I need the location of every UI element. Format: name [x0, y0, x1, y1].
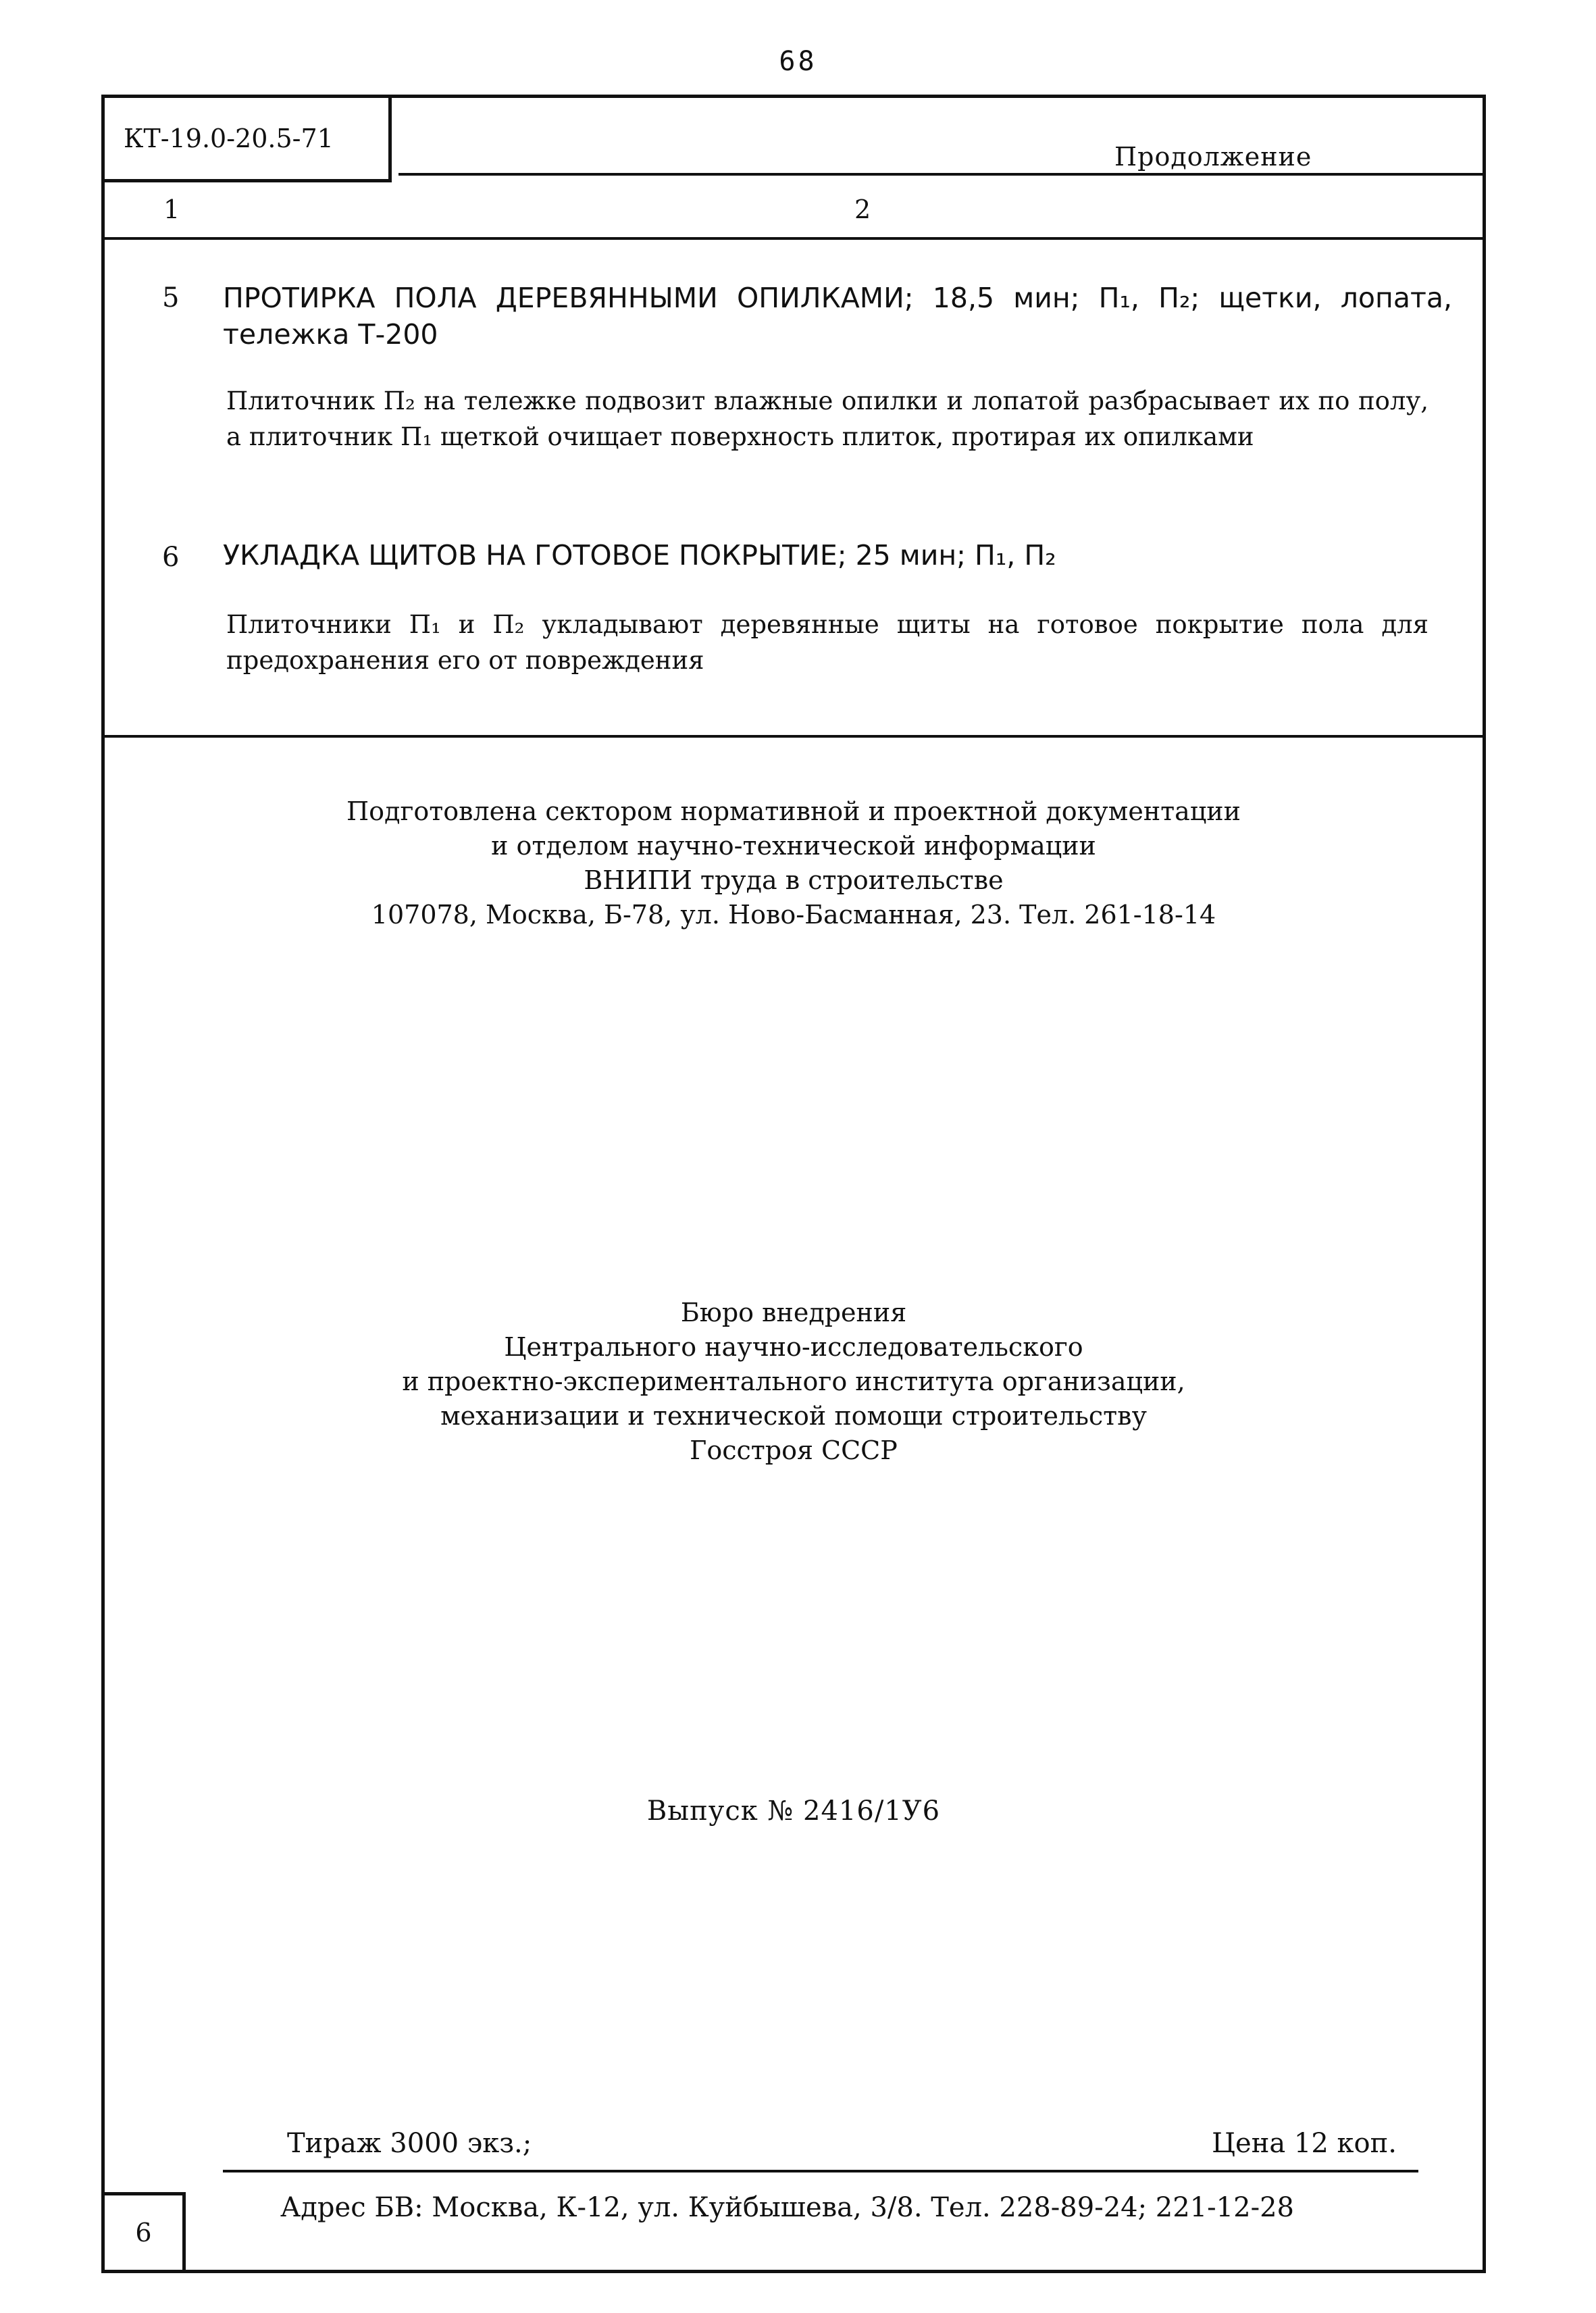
- issue-number: Выпуск № 2416/1У6: [646, 1796, 941, 1827]
- item-title: ПРОТИРКА ПОЛА ДЕРЕВЯННЫМИ ОПИЛКАМИ; 18,5 мин; П₁, П₂; щетки, лопата, тележка Т-200: [223, 282, 1452, 351]
- column-header-divider: [101, 237, 1486, 240]
- item-description: Плиточники П₁ и П₂ укладывают деревянные щиты на готовое покрытие пола для предохранения его от повреждения: [226, 610, 1428, 675]
- prepared-by-block: [101, 794, 1486, 932]
- bureau-line: механизации и технической помощи строительству: [440, 1401, 1147, 1431]
- prepared-by-line: ВНИПИ труда в строительстве: [584, 865, 1004, 895]
- footer-divider: [223, 2170, 1418, 2172]
- bureau-line: Бюро внедрения: [680, 1298, 907, 1327]
- prepared-by-line: Подготовлена сектором нормативной и проектной документации: [346, 796, 1241, 826]
- document-code: КТ-19.0-20.5-71: [101, 95, 392, 182]
- item-description: Плиточник П₂ на тележке подвозит влажные опилки и лопатой разбрасывает их по полу, а плиточник П₁ щеткой очищает поверхность плиток, протирая их опилками: [226, 386, 1428, 451]
- column-number-2: 2: [854, 195, 871, 224]
- bureau-line: Госстроя СССР: [690, 1435, 898, 1465]
- bureau-line: и проектно-экспериментального института организации,: [402, 1367, 1185, 1396]
- column-number-1: 1: [163, 195, 180, 224]
- bureau-line: Центрального научно-исследовательского: [504, 1332, 1083, 1362]
- price: Цена 12 коп.: [1212, 2128, 1397, 2159]
- item-number: 6: [162, 542, 180, 573]
- print-run: Тираж 3000 экз.;: [287, 2128, 532, 2159]
- continuation-label: Продолжение: [1114, 142, 1312, 172]
- sheet-number: 6: [101, 2192, 186, 2273]
- table-bottom-divider: [101, 735, 1486, 738]
- prepared-by-line: и отделом научно-технической информации: [491, 831, 1096, 861]
- bureau-block: [101, 1296, 1486, 1468]
- page-number: 68: [779, 46, 817, 77]
- item-number: 5: [162, 282, 180, 313]
- item-title: УКЛАДКА ЩИТОВ НА ГОТОВОЕ ПОКРЫТИЕ; 25 мин; П₁, П₂: [223, 539, 1056, 571]
- bureau-address: Адрес БВ: Москва, К-12, ул. Куйбышева, 3/8. Тел. 228-89-24; 221-12-28: [280, 2192, 1294, 2223]
- prepared-by-address: 107078, Москва, Б-78, ул. Ново-Басманная, 23. Тел. 261-18-14: [371, 900, 1216, 930]
- header-underline: [398, 173, 1486, 176]
